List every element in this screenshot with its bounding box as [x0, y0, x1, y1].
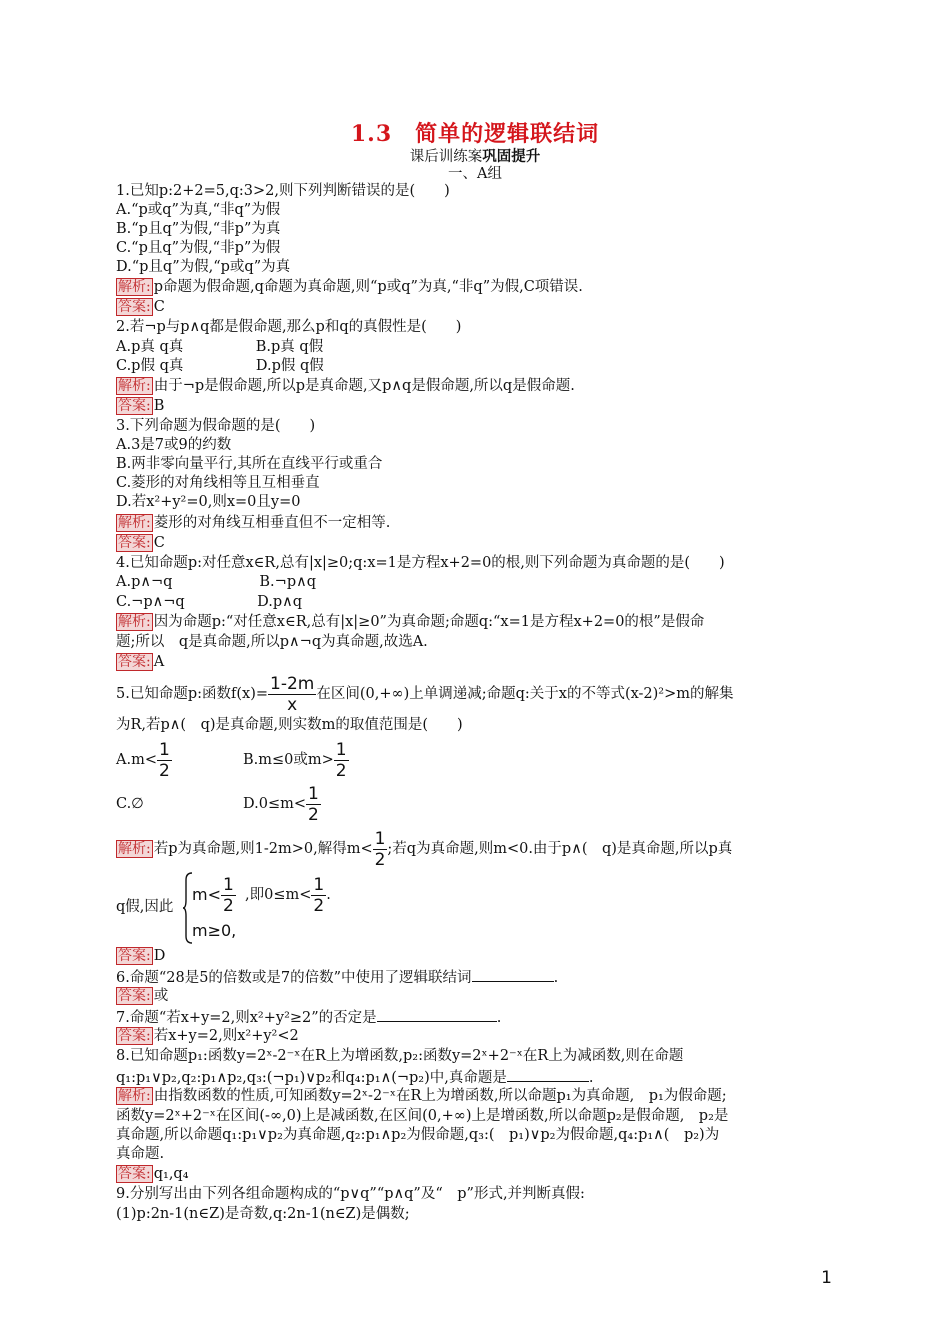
q5-stem-b: 在区间(0,+∞)上单调递减;命题q:关于x的不等式(x-2)²>m的解集	[316, 686, 734, 702]
analysis-tag: 解析:	[118, 614, 151, 630]
q1-option-b: B.“p且q”为假,“非p”为真	[116, 221, 281, 237]
q8-analysis-text-1: 由指数函数的性质,可知函数y=2ˣ-2⁻ˣ在R上为增函数,所以命题p₁为真命题, p₁为假命题;	[153, 1088, 727, 1104]
q5-analysis2-b: ,即0≤m<	[245, 887, 312, 903]
analysis-tag: 解析:	[118, 279, 151, 295]
q4-options-cd: C.¬p∧¬q D.p∧q	[116, 594, 303, 610]
q5-option-a-text: A.m<	[116, 752, 157, 768]
q5-option-b	[243, 738, 349, 782]
analysis-tag: 解析:	[118, 841, 151, 857]
q3-option-d: D.若x²+y²=0,则x=0且y=0	[116, 494, 301, 510]
q2-answer-text: B	[153, 398, 165, 414]
answer-tag: 答案:	[118, 988, 151, 1004]
answer-blank	[472, 967, 554, 982]
half-fraction	[157, 740, 172, 781]
q2-stem: 2.若¬p与p∧q都是假命题,那么p和q的真假性是( )	[116, 319, 462, 335]
q9-stem: 9.分别写出由下列各组命题构成的“p∨q”“p∧q”及“ p”形式,并判断真假:	[116, 1186, 585, 1202]
fraction-numerator: 1	[308, 783, 319, 804]
q6-answer	[116, 987, 168, 1006]
q1-stem: 1.已知p:2+2=5,q:3>2,则下列判断错误的是( )	[116, 183, 450, 199]
q5-option-d	[243, 782, 321, 826]
q2-answer	[116, 397, 164, 416]
fraction-denominator: 2	[158, 760, 170, 781]
q5-option-a	[116, 738, 172, 782]
q4-answer-text: A	[153, 654, 165, 670]
q4-answer	[116, 653, 164, 672]
answer-tag: 答案:	[118, 654, 151, 670]
analysis-tag: 解析:	[118, 1088, 151, 1104]
q3-option-a: A.3是7或9的约数	[116, 437, 232, 453]
q8-analysis	[116, 1087, 727, 1106]
subtitle-bold: 巩固提升	[482, 148, 541, 165]
q5-analysis	[116, 827, 732, 871]
q1-answer	[116, 298, 165, 317]
q9-sub-1: (1)p:2n-1(n∈Z)是奇数,q:2n-1(n∈Z)是偶数;	[116, 1206, 410, 1222]
q5-option-c: C.∅	[116, 796, 144, 812]
q3-answer	[116, 534, 165, 553]
q1-option-c: C.“p且q”为假,“非p”为假	[116, 240, 281, 256]
fraction-numerator: 1-2m	[270, 673, 315, 694]
page-number: 1	[821, 1268, 832, 1288]
q5-stem-a: 5.已知命题p:函数f(x)=	[116, 686, 269, 702]
q5-option-b-text: B.m≤0或m>	[243, 752, 334, 768]
q3-analysis-text: 菱形的对角线互相垂直但不一定相等.	[153, 515, 391, 531]
answer-tag: 答案:	[118, 948, 151, 964]
answer-tag: 答案:	[118, 299, 151, 315]
subtitle-prefix: 课后训练案	[409, 149, 483, 165]
q8-answer-text: q₁,q₄	[153, 1166, 189, 1182]
fraction-denominator: 2	[374, 849, 386, 870]
fraction-numerator: 1	[313, 874, 325, 895]
half-fraction	[221, 875, 236, 916]
q4-analysis	[116, 613, 704, 632]
half-fraction	[334, 740, 349, 781]
q3-stem: 3.下列命题为假命题的是( )	[116, 418, 316, 434]
q8-answer	[116, 1165, 189, 1184]
answer-tag: 答案:	[118, 1028, 151, 1044]
q8-stem-2-text: q₁:p₁∨p₂,q₂:p₁∧p₂,q₃:(¬p₁)∨p₂和q₄:p₁∧(¬p₂)中,真命题是	[116, 1070, 507, 1086]
q3-option-b: B.两非零向量平行,其所在直线平行或重合	[116, 456, 383, 472]
q5-analysis2-tail	[245, 873, 331, 917]
q8-analysis-text-2: 函数y=2ˣ+2⁻ˣ在区间(-∞,0)上是减函数,在区间(0,+∞)上是增函数,所以命题p₂是假命题, p₂是	[116, 1108, 729, 1124]
q5-stem	[116, 672, 734, 716]
half-fraction	[311, 875, 326, 916]
q1-option-a: A.“p或q”为真,“非q”为假	[116, 202, 281, 218]
q8-analysis-text-4: 真命题.	[116, 1146, 165, 1162]
fraction-denominator: 2	[308, 804, 319, 825]
q4-options-ab: A.p∧¬q B.¬p∧q	[116, 574, 316, 590]
answer-blank	[377, 1007, 497, 1022]
q6-stem-text: 6.命题“28是5的倍数或是7的倍数”中使用了逻辑联结词	[116, 970, 472, 986]
q7-answer-text: 若x+y=2,则x²+y²<2	[153, 1028, 299, 1044]
q5-answer	[116, 947, 165, 966]
fraction-denominator: x	[287, 694, 298, 715]
q6-end: .	[553, 970, 559, 986]
q6-answer-text: 或	[153, 988, 169, 1004]
q2-analysis	[116, 377, 575, 396]
half-fraction	[373, 829, 388, 870]
q1-option-d: D.“p且q”为假,“p或q”为真	[116, 259, 291, 275]
q5-system-line-1	[192, 873, 236, 917]
q3-analysis	[116, 514, 390, 533]
q2-analysis-text: 由于¬p是假命题,所以p是真命题,又p∧q是假命题,所以q是假命题.	[153, 378, 575, 394]
q1-analysis	[116, 278, 583, 297]
q8-end: .	[588, 1070, 594, 1086]
q8-stem-2	[116, 1067, 594, 1088]
answer-tag: 答案:	[118, 1166, 151, 1182]
answer-blank	[507, 1067, 589, 1082]
group-heading: 一、A组	[448, 166, 502, 182]
system-ineq-1: m<	[192, 885, 221, 904]
answer-tag: 答案:	[118, 535, 151, 551]
q1-analysis-text: p命题为假命题,q命题为真命题,则“p或q”为真,“非q”为假,C项错误.	[153, 279, 583, 295]
fraction-denominator: 2	[223, 896, 234, 916]
q1-answer-text: C	[153, 299, 165, 315]
system-ineq-2: m≥0,	[192, 921, 237, 940]
analysis-tag: 解析:	[118, 515, 151, 531]
q2-options-cd: C.p假 q真 D.p假 q假	[116, 358, 324, 374]
q2-options-ab: A.p真 q真 B.p真 q假	[116, 339, 324, 355]
answer-tag: 答案:	[118, 398, 151, 414]
q4-analysis-text-1: 因为命题p:“对任意x∈R,总有|x|≥0”为真命题;命题q:“x=1是方程x+2=0的根”是假命	[153, 614, 705, 630]
section-title: 1.3 简单的逻辑联结词	[350, 121, 600, 147]
q5-analysis-b: ;若q为真命题,则m<0.由于p∧( q)是真命题,所以p真	[387, 841, 733, 857]
q4-stem: 4.已知命题p:对任意x∈R,总有|x|≥0;q:x=1是方程x+2=0的根,则下列命题为真命题的是( )	[116, 555, 725, 571]
q7-end: .	[496, 1010, 502, 1026]
q5-analysis2-c: .	[326, 887, 331, 903]
q3-answer-text: C	[153, 535, 165, 551]
analysis-tag: 解析:	[118, 378, 151, 394]
q5-analysis-a: 若p为真命题,则1-2m>0,解得m<	[153, 841, 373, 857]
q5-answer-text: D	[153, 948, 166, 964]
q8-analysis-text-3: 真命题,所以命题q₁:p₁∨p₂为真命题,q₂:p₁∧p₂为假命题,q₃:( p₁)∨p₂为假命题,q₄:p₁∧( p₂)为	[116, 1127, 720, 1143]
q5-fraction	[268, 674, 316, 715]
fraction-numerator: 1	[223, 875, 234, 895]
half-fraction	[306, 784, 321, 825]
q7-stem	[116, 1007, 501, 1028]
q5-stem-2: 为R,若p∧( q)是真命题,则实数m的取值范围是( )	[116, 717, 463, 733]
q8-stem-1: 8.已知命题p₁:函数y=2ˣ-2⁻ˣ在R上为增函数,p₂:函数y=2ˣ+2⁻ˣ在R上为减函数,则在命题	[116, 1048, 684, 1064]
q7-stem-text: 7.命题“若x+y=2,则x²+y²≥2”的否定是	[116, 1010, 377, 1026]
fraction-numerator: 1	[374, 828, 386, 849]
fraction-numerator: 1	[335, 739, 347, 760]
q4-analysis-text-2: 题;所以 q是真命题,所以p∧¬q为真命题,故选A.	[116, 634, 428, 650]
q3-option-c: C.菱形的对角线相等且互相垂直	[116, 475, 320, 491]
q7-answer	[116, 1027, 299, 1046]
fraction-numerator: 1	[158, 739, 170, 760]
q5-analysis2-a: q假,因此	[116, 899, 174, 915]
q5-option-d-text: D.0≤m<	[243, 796, 306, 812]
q6-stem	[116, 967, 558, 988]
fraction-denominator: 2	[335, 760, 347, 781]
fraction-denominator: 2	[313, 895, 325, 916]
